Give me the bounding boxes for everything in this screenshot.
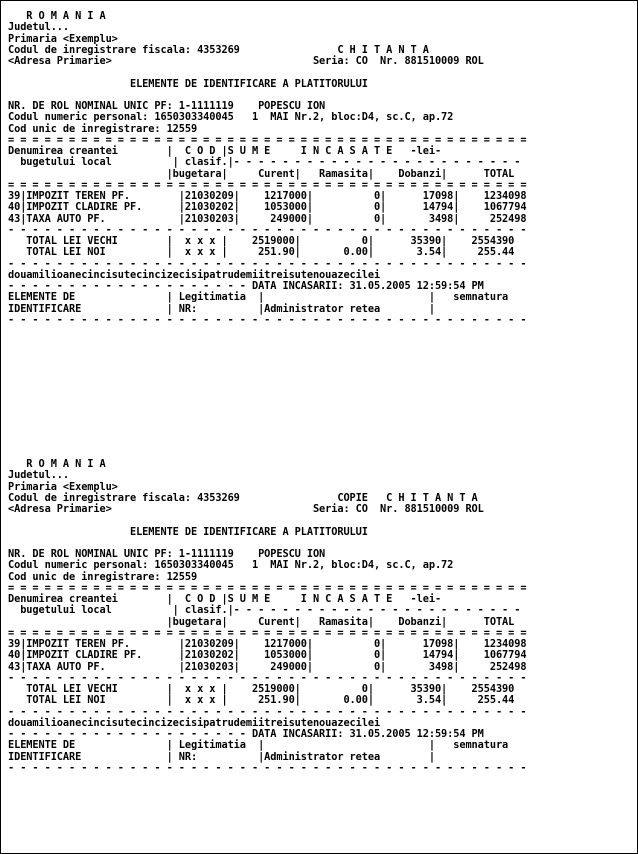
single-rule: - - - - - - - - - - - - - - - - - - - - - - - - - - - - - - - - - - - - - - - - - - - <box>8 313 527 326</box>
single-rule: - - - - - - - - - - - - - - - - - - - - - - - - - - - - - - - - - - - - - - - - - - - <box>8 671 527 684</box>
section-title: ELEMENTE DE IDENTIFICARE A PLATITORULUI <box>8 525 368 538</box>
footer-line-1: ELEMENTE DE | Legitimatia | | semnatura <box>8 291 509 304</box>
table-header-3: |bugetara| Curent| Ramasita| Dobanzi| TOTAL <box>8 615 515 628</box>
city-hall-line: Primaria <Exemplu> <box>8 32 118 45</box>
total-old-lei-row: TOTAL LEI VECHI | x x x | 2519000| 0| 35390| 2554390 <box>8 235 515 247</box>
table-header-2: bugetului local | clasif.|- - - - - - - - - - - - - - - - - - - - - - - - <box>8 156 521 169</box>
table-header-2: bugetului local | clasif.|- - - - - - - - - - - - - - - - - - - - - - - - <box>8 604 521 617</box>
table-header-3: |bugetara| Curent| Ramasita| Dobanzi| TOTAL <box>8 167 515 180</box>
amount-in-words: douamilioanecincisutecincizecisipatrudemiitreisutenouazecilei <box>8 716 381 729</box>
payer-code-line: Cod unic de inregistrare: 12559 <box>8 122 198 135</box>
payer-rol-line: NR. DE ROL NOMINAL UNIC PF: 1-1111119 POPESCU ION <box>8 100 326 112</box>
table-row: 39|IMPOZIT TEREN PF. |21030209| 1217000| 0| 17098| 1234098 <box>8 190 527 202</box>
country-line: R O M A N I A <box>8 458 106 470</box>
table-row: 39|IMPOZIT TEREN PF. |21030209| 1217000| 0| 17098| 1234098 <box>8 638 527 650</box>
address-series-line: <Adresa Primarie> Seria: CO Nr. 881510009 ROL <box>8 503 484 515</box>
section-title: ELEMENTE DE IDENTIFICARE A PLATITORULUI <box>8 77 368 90</box>
payment-date-line: - - - - - - - - - - - - - - - - - - - - DATA INCASARII: 31.05.2005 12:59:54 PM <box>8 728 484 740</box>
county-line: Judetul... <box>8 469 69 482</box>
double-rule: = = = = = = = = = = = = = = = = = = = = = = = = = = = = = = = = = = = = = = = = = = = <box>8 133 527 146</box>
receipt-copy <box>8 459 632 774</box>
single-rule: - - - - - - - - - - - - - - - - - - - - - - - - - - - - - - - - - - - - - - - - - - - <box>8 705 527 718</box>
single-rule: - - - - - - - - - - - - - - - - - - - - - - - - - - - - - - - - - - - - - - - - - - - <box>8 223 527 236</box>
double-rule: = = = = = = = = = = = = = = = = = = = = = = = = = = = = = = = = = = = = = = = = = = = <box>8 581 527 594</box>
footer-line-1: ELEMENTE DE | Legitimatia | | semnatura <box>8 739 509 752</box>
footer-line-2: IDENTIFICARE | NR: |Administrator retea | <box>8 302 435 315</box>
table-row: 43|TAXA AUTO PF. |21030203| 249000| 0| 3498| 252498 <box>8 660 527 673</box>
table-row: 43|TAXA AUTO PF. |21030203| 249000| 0| 3498| 252498 <box>8 212 527 225</box>
table-header-1: Denumirea creantei | C O D |S U M E I N C A S A T E -lei- <box>8 593 442 605</box>
country-line: R O M A N I A <box>8 10 106 22</box>
payer-cnp-line: Codul numeric personal: 1650303340045 1 MAI Nr.2, bloc:D4, sc.C, ap.72 <box>8 559 454 572</box>
fiscal-code-line: Codul de inregistrare fiscala: 4353269 COPIE C H I T A N T A <box>8 491 478 504</box>
receipt-original <box>8 11 632 326</box>
address-series-line: <Adresa Primarie> Seria: CO Nr. 881510009 ROL <box>8 55 484 67</box>
single-rule: - - - - - - - - - - - - - - - - - - - - - - - - - - - - - - - - - - - - - - - - - - - <box>8 257 527 270</box>
payer-cnp-line: Codul numeric personal: 1650303340045 1 MAI Nr.2, bloc:D4, sc.C, ap.72 <box>8 111 454 124</box>
double-rule: = = = = = = = = = = = = = = = = = = = = = = = = = = = = = = = = = = = = = = = = = = = <box>8 626 527 639</box>
single-rule: - - - - - - - - - - - - - - - - - - - - - - - - - - - - - - - - - - - - - - - - - - - <box>8 761 527 774</box>
payment-date-line: - - - - - - - - - - - - - - - - - - - - DATA INCASARII: 31.05.2005 12:59:54 PM <box>8 280 484 292</box>
table-row: 40|IMPOZIT CLADIRE PF. |21030202| 1053000| 0| 14794| 1067794 <box>8 201 527 214</box>
footer-line-2: IDENTIFICARE | NR: |Administrator retea | <box>8 750 435 763</box>
table-header-1: Denumirea creantei | C O D |S U M E I N C A S A T E -lei- <box>8 145 442 157</box>
fiscal-code-line: Codul de inregistrare fiscala: 4353269 C H I T A N T A <box>8 43 429 56</box>
total-old-lei-row: TOTAL LEI VECHI | x x x | 2519000| 0| 35390| 2554390 <box>8 683 515 695</box>
double-rule: = = = = = = = = = = = = = = = = = = = = = = = = = = = = = = = = = = = = = = = = = = = <box>8 178 527 191</box>
blank-line <box>8 515 632 526</box>
city-hall-line: Primaria <Exemplu> <box>8 480 118 493</box>
amount-in-words: douamilioanecincisutecincizecisipatrudemiitreisutenouazecilei <box>8 268 381 281</box>
blank-line <box>8 67 632 78</box>
total-new-lei-row: TOTAL LEI NOI | x x x | 251.90| 0.00| 3.54| 255.44 <box>8 246 515 259</box>
payer-code-line: Cod unic de inregistrare: 12559 <box>8 570 198 583</box>
county-line: Judetul... <box>8 21 69 34</box>
table-row: 40|IMPOZIT CLADIRE PF. |21030202| 1053000| 0| 14794| 1067794 <box>8 649 527 662</box>
payer-rol-line: NR. DE ROL NOMINAL UNIC PF: 1-1111119 POPESCU ION <box>8 548 326 560</box>
total-new-lei-row: TOTAL LEI NOI | x x x | 251.90| 0.00| 3.54| 255.44 <box>8 694 515 707</box>
